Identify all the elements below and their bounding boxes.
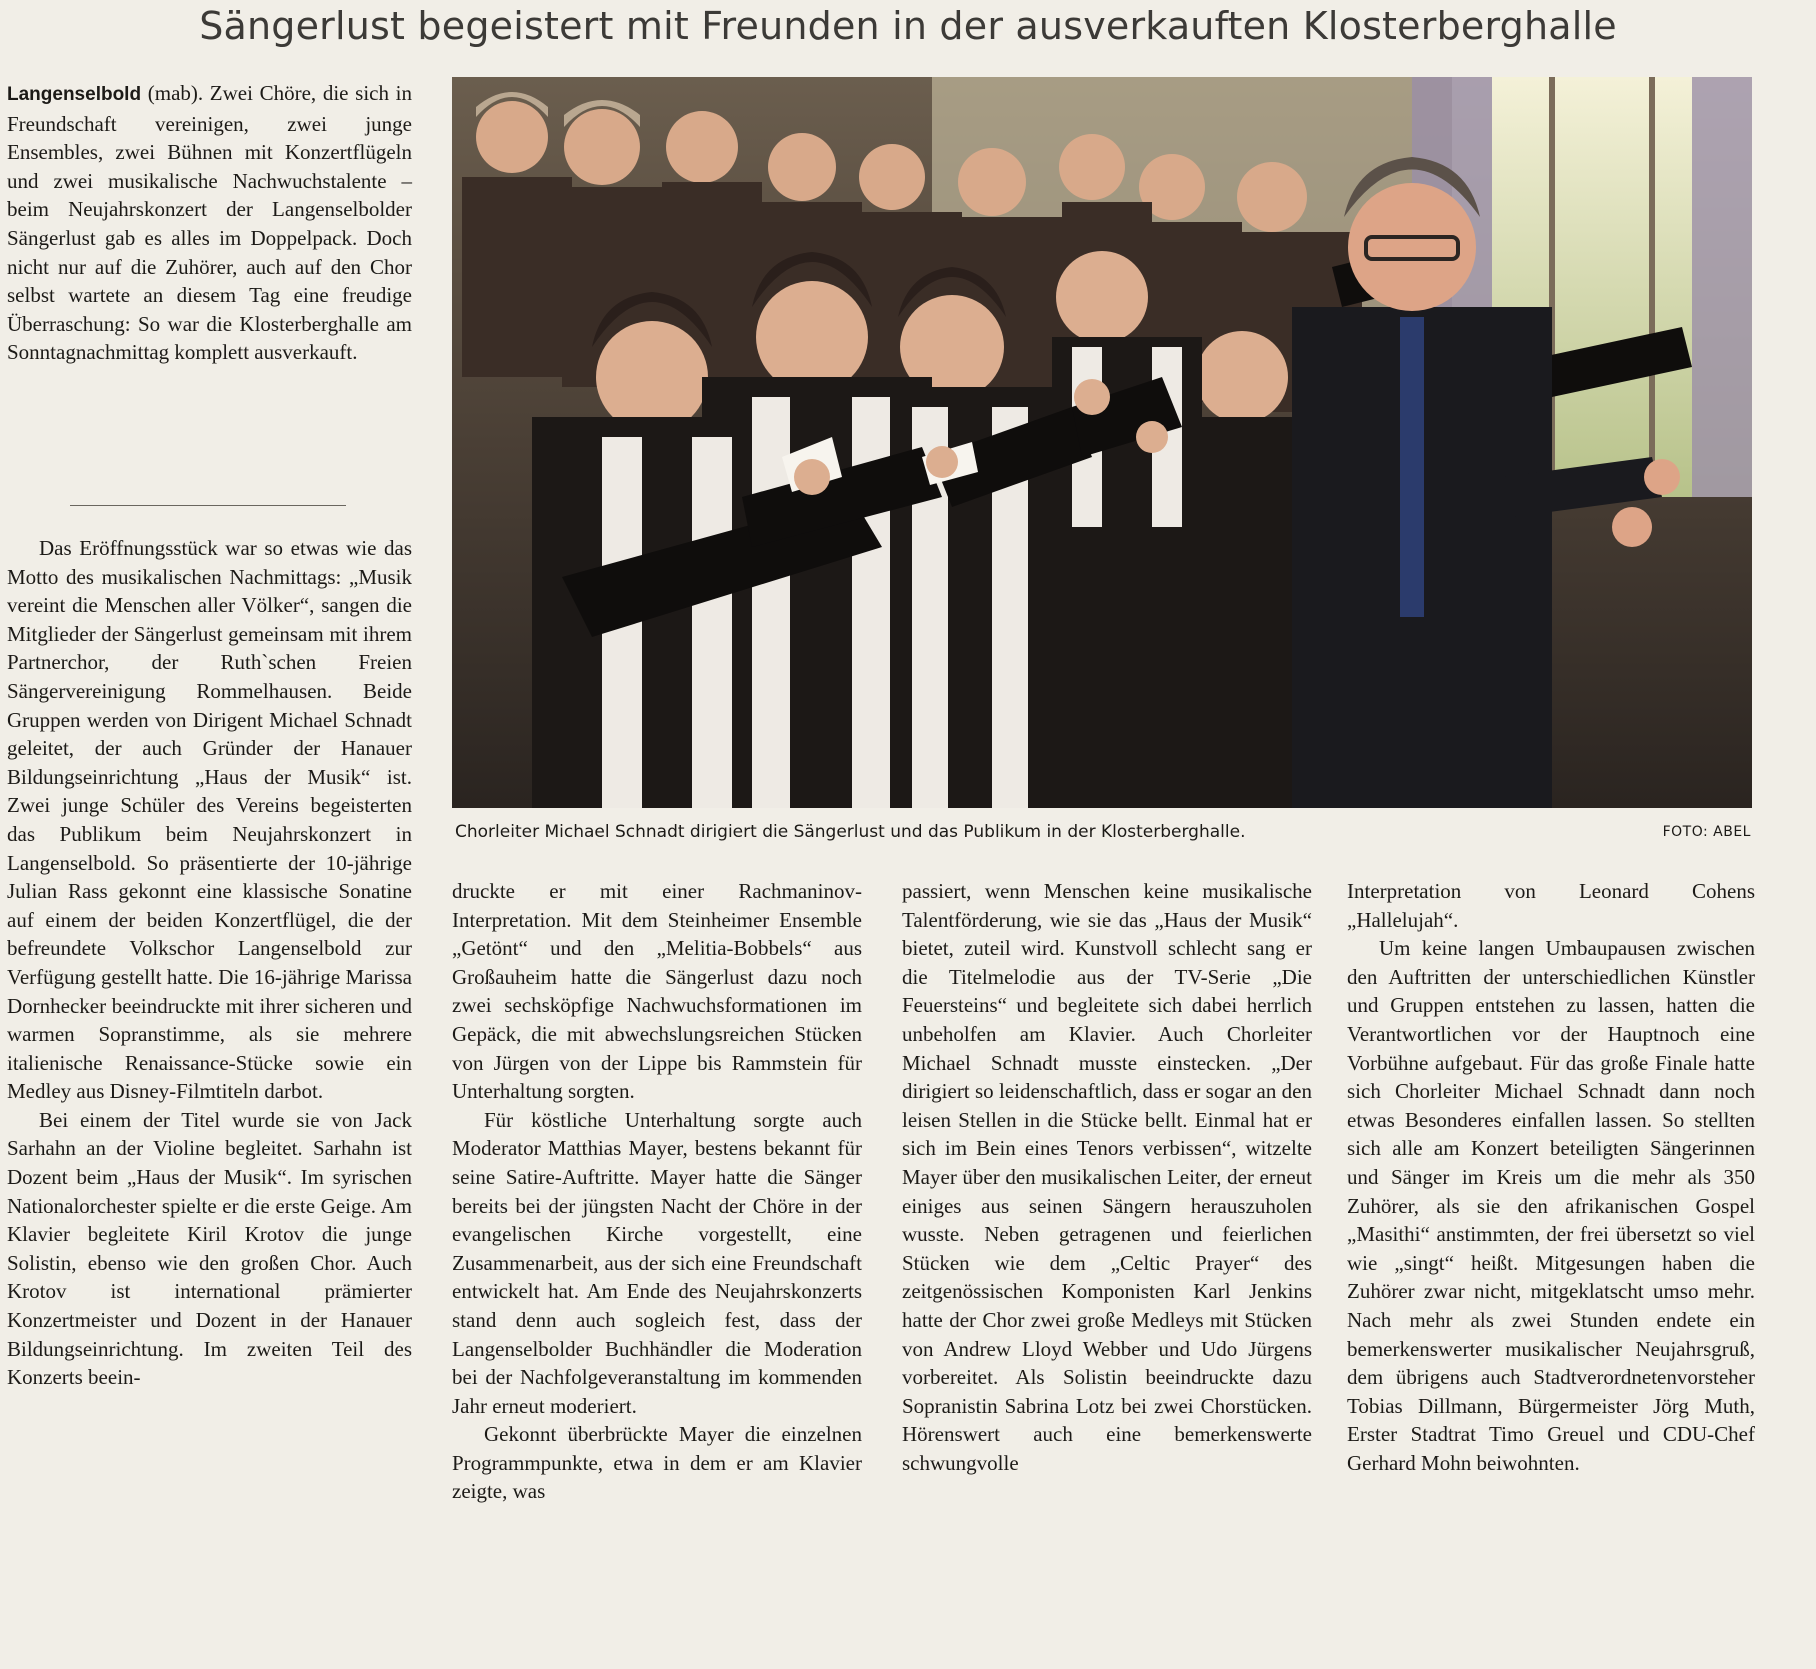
body-column-4 [1347, 877, 1755, 1477]
headline: Sängerlust begeistert mit Freunden in der ausverkauften Klosterberghalle [199, 4, 1617, 48]
body-column-2 [452, 877, 862, 1506]
choir-photo-illustration [452, 77, 1752, 808]
choir-photo [452, 77, 1752, 808]
paragraph: Für köstliche Unterhaltung sorgte auch Moderator Matthias Mayer, bestens bekannt für seine Satire-Auftritte. Mayer hatte die Sänger bereits bei der jüngsten Nacht der Chöre in der evangelischen Kirche vorgestellt, eine Zusammenarbeit, aus der sich eine Freundschaft entwickelt hat. Am Ende des Neujahrskonzerts stand denn auch sogleich fest, dass der Langenselbolder Buchhändler die Moderation bei der Nachfolgeveranstaltung im kommenden Jahr erneut moderiert. [452, 1107, 862, 1418]
lead-paragraph [7, 79, 412, 367]
dateline: Langenselbold [7, 84, 142, 105]
paragraph: druckte er mit einer Rachmaninov-Interpretation. Mit dem Steinheimer Ensemble „Getönt“ und den „Melitia-Bobbels“ aus Großauheim hatte die Sängerlust dazu noch zwei sechsköpfige Nachwuchsformationen im Gepäck, die mit abwechslungsreichen Stücken von Jürgen von der Lippe bis Rammstein für Unterhaltung sorgten. [452, 879, 862, 1104]
separator-rule [70, 505, 346, 506]
body-column-3 [902, 877, 1312, 1477]
paragraph: Das Eröffnungsstück war so etwas wie das Motto des musikalischen Nachmittags: „Musik vereint die Menschen aller Völker“, sangen die Mitglieder der Sängerlust gemeinsam mit ihrem Partnerchor, der Ruth`schen Freien Sängervereinigung Rommelhausen. Beide Gruppen werden von Dirigent Michael Schnadt geleitet, der auch Gründer der Hanauer Bildungseinrichtung „Haus der Musik“ ist. Zwei junge Schüler des Vereins begeisterten das Publikum beim Neujahrskonzert in Langenselbold. So präsentierte der 10-jährige Julian Rass gekonnt eine klassische Sonatine auf einem der beiden Konzertflügel, die der befreundete Volkschor Langenselbold zur Verfügung gestellt hatte. Die 16-jährige Marissa Dornhecker beeindruckte mit ihrer sicheren und warmen Sopranstimme, als sie mehrere italienische Renaissance-Stücke sowie ein Medley aus Disney-Filmtiteln darbot. [7, 536, 412, 1104]
photo-credit: FOTO: ABEL [1662, 824, 1751, 840]
paragraph: Gekonnt überbrückte Mayer die einzelnen Programmpunkte, etwa in dem er am Klavier zeigte, was [452, 1422, 862, 1504]
lead-column [7, 79, 412, 367]
photo-caption [455, 822, 1751, 850]
lead-text: (mab). Zwei Chöre, die sich in Freundschaft vereinigen, zwei junge Ensembles, zwei Bühnen mit Konzertflügeln und zwei musikalische Nachwuchstalente – beim Neujahrskonzert der Langenselbolder Sängerlust gab es alles im Doppelpack. Doch nicht nur auf die Zuhörer, auch auf den Chor selbst wartete an diesem Tag eine freudige Überraschung: So war die Klosterberghalle am Sonntagnachmittag komplett ausverkauft. [7, 81, 412, 365]
paragraph: Um keine langen Umbaupausen zwischen den Auftritten der unterschiedlichen Künstler und Gruppen entstehen zu lassen, hatten die Verantwortlichen vor der Hauptnoch eine Vorbühne aufgebaut. Für das große Finale hatte sich Chorleiter Michael Schnadt dann noch etwas Besonderes einfallen lassen. So stellten sich alle am Konzert beteiligten Sängerinnen und Sänger im Kreis um die mehr als 350 Zuhörer, als sie den afrikanischen Gospel „Masithi“ anstimmten, der frei übersetzt so viel wie „singt“ heißt. Mitgesungen haben die Zuhörer zwar nicht, mitgeklatscht umso mehr. Nach mehr als zwei Stunden endete ein bemerkenswerter musikalischer Neujahrsgruß, dem übrigens auch Stadtverordnetenvorsteher Tobias Dillmann, Bürgermeister Jörg Muth, Erster Stadtrat Timo Greuel und CDU-Chef Gerhard Mohn beiwohnten. [1347, 936, 1755, 1475]
paragraph: passiert, wenn Menschen keine musikalische Talentförderung, wie sie das „Haus der Musik“ bietet, zuteil wird. Kunstvoll schlecht sang er die Titelmelodie aus der TV-Serie „Die Feuersteins“ und begleitete sich dabei herrlich unbeholfen am Klavier. Auch Chorleiter Michael Schnadt musste einstecken. „Der dirigiert so leidenschaftlich, dass er sogar an den leisen Stellen in die Stücke bellt. Einmal hat er sich im Bein eines Tenors verbissen“, witzelte Mayer über den musikalischen Leiter, der erneut einiges aus seinen Sängern herauszuholen wusste. Neben getragenen und feierlichen Stücken wie dem „Celtic Prayer“ des zeitgenössischen Komponisten Karl Jenkins hatte der Chor zwei große Medleys mit Stücken von Andrew Lloyd Webber und Udo Jürgens vorbereitet. Als Solistin beeindruckte dazu Sopranistin Sabrina Lotz bei zwei Chorstücken. Hörenswert auch eine bemerkenswerte schwungvolle [902, 879, 1312, 1475]
caption-text: Chorleiter Michael Schnadt dirigiert die Sängerlust und das Publikum in der Klosterberghalle. [455, 822, 1246, 842]
paragraph: Interpretation von Leonard Cohens „Hallelujah“. [1347, 879, 1755, 932]
paragraph: Bei einem der Titel wurde sie von Jack Sarhahn an der Violine begleitet. Sarhahn ist Dozent beim „Haus der Musik“. Im syrischen Nationalorchester spielte er die erste Geige. Am Klavier begleitete Kiril Krotov die junge Solistin, ebenso wie den großen Chor. Auch Krotov ist international prämierter Konzertmeister und Dozent in der Hanauer Bildungseinrichtung. Im zweiten Teil des Konzerts beein- [7, 1107, 412, 1390]
body-column-1 [7, 534, 412, 1392]
